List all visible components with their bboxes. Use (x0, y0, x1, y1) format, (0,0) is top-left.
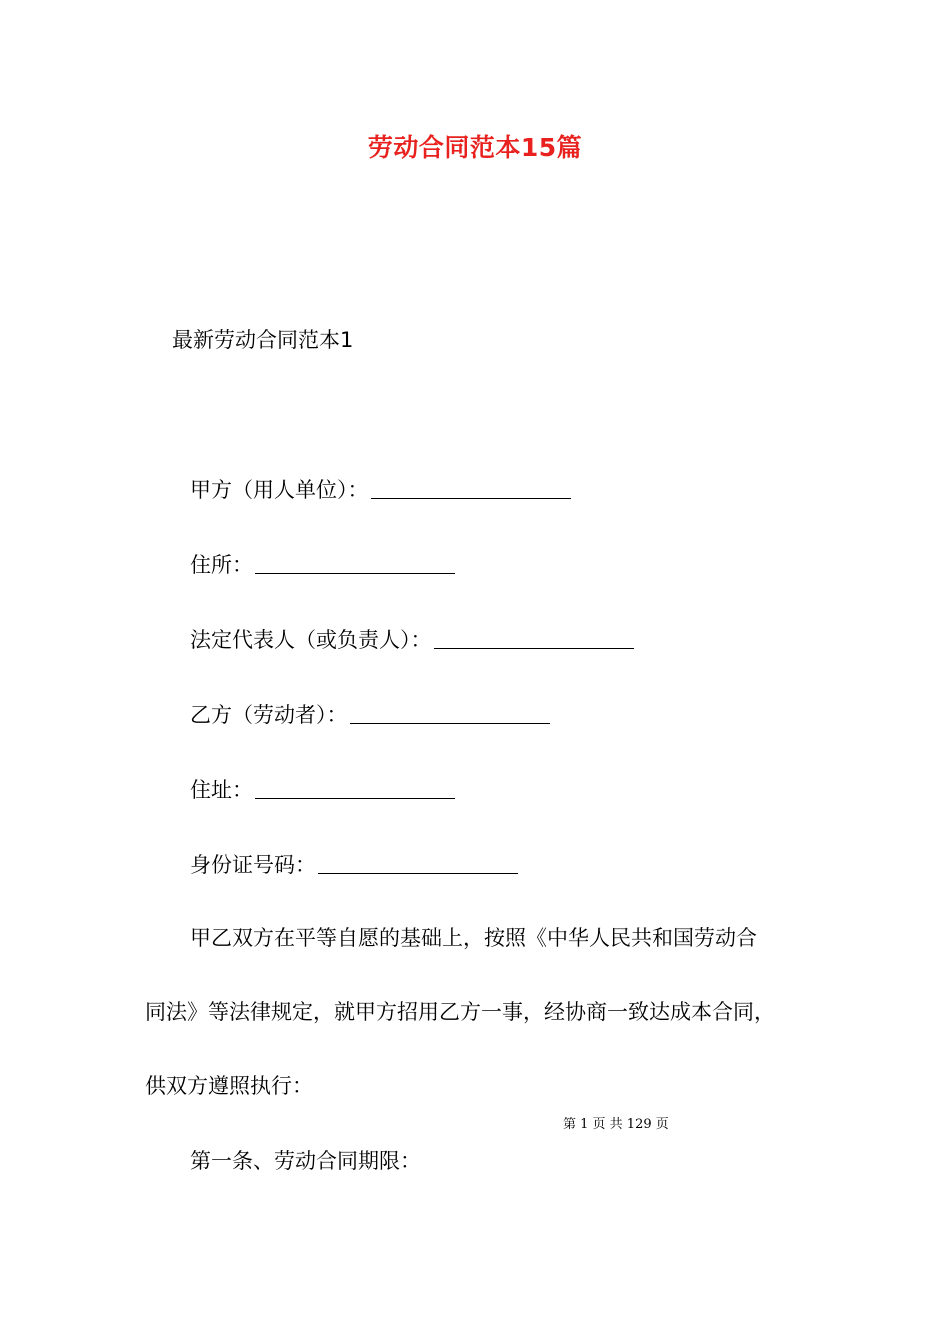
field-employer-address (190, 549, 455, 580)
fill-in-blank[interactable] (318, 849, 518, 874)
section-heading: 最新劳动合同范本1 (172, 328, 354, 352)
field-employee (190, 699, 550, 730)
field-label: 住址： (190, 778, 253, 802)
field-employer (190, 474, 571, 505)
field-legal-representative (190, 624, 634, 655)
page-footer: 第 1 页 共 129 页 (563, 1117, 669, 1132)
preamble-line-3: 供双方遵照执行： (145, 1074, 313, 1098)
preamble-line-1: 甲乙双方在平等自愿的基础上，按照《中华人民共和国劳动合 (190, 926, 757, 950)
document-title: 劳动合同范本15篇 (367, 133, 583, 162)
field-employee-address (190, 774, 455, 805)
fill-in-blank[interactable] (371, 474, 571, 499)
fill-in-blank[interactable] (255, 774, 455, 799)
field-label: 住所： (190, 553, 253, 577)
field-label: 法定代表人（或负责人）： (190, 628, 432, 652)
field-id-number (190, 849, 518, 880)
field-label: 身份证号码： (190, 853, 316, 877)
field-label: 乙方（劳动者）： (190, 703, 348, 727)
fill-in-blank[interactable] (255, 549, 455, 574)
article-1-heading: 第一条、劳动合同期限： (190, 1149, 421, 1173)
fill-in-blank[interactable] (350, 699, 550, 724)
preamble-line-2: 同法》等法律规定，就甲方招用乙方一事，经协商一致达成本合同， (145, 1000, 775, 1024)
field-label: 甲方（用人单位）： (190, 478, 369, 502)
fill-in-blank[interactable] (434, 624, 634, 649)
